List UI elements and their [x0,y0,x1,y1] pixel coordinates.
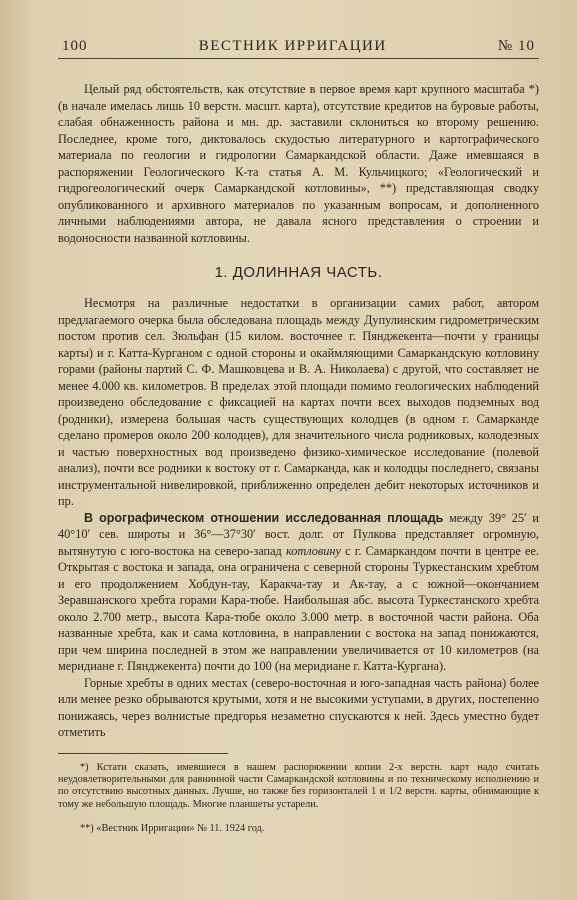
emphasized-word: котловину [285,543,341,558]
intro-paragraph: Целый ряд обстоятельств, как отсутствие в первое время карт крупного масштаба *) (в начале имелась лишь 10 верстн. масшт. карта), отсутствие кредитов на буровые работы, слабая обнаженность района и мн. др. заставили склониться ко второму решению. Последнее, кроме того, диктовалось скудостью литературного и картографического материала по геологии и гидрологии Самаркандской области. Даже имевшаяся в распоряжении Геологического К-та статья А. М. Кульчицкого; «Геологический и гидрогеологический очерк Самаркандской котловины», **) представляющая сводку опубликованного и архивного материалов по указанным вопросам, и дополненного личными наблюдениями автора, не давала ясного представления о строении и водоносности названной котловины. [58,82,539,245]
footnote-divider [58,753,228,754]
paragraph-lead: В орографическом отношении исследованная площадь [84,510,444,525]
section-title: 1. ДОЛИННАЯ ЧАСТЬ. [214,264,383,281]
footnote-2: **) «Вестник Ирригации» № 11. 1924 год. [80,823,265,835]
page-number: 100 [62,38,88,54]
footnote-1: *) Кстати сказать, имевшиеся в нашем распоряжении копии 2-х верстн. карт надо считать неудовлетворительными для равнинной части Самаркандской котловины и по техническому исполнению и по отсутствию высотных данных. Лучше, но также без горизонталей 1 и 1/2 верстн. карты, обнимающие к тому же небольшую площадь. Многие планшеты устарели. [58,761,539,810]
paragraph-survey: Несмотря на различные недостатки в организации самих работ, автором предлагаемого очерка была обследована площадь между Дупулинским гидрометрическим постом против сел. Зюльфан (15 килом. восточнее г. Пянджекента—почти у границы карты) и г. Катта-Курганом с одной стороны и окаймляющими Самаркандскую котловину горами (районы партий С. Ф. Машковцева и В. А. Николаева) с другой, что составляет не менее 4.000 кв. километров. В пределах этой площади помимо геологических наблюдений произведено обследование с фиксацией на картах почти всех выходов подземных вод (родники), измерена большая часть существующих колодцев (в одном г. Самарканде сделано промеров около 200 колодцев), для значительного числа родниковых, колодезных и частью поверхностных вод произведено физико-химическое исследование (полевой анализ), почти все родники к востоку от г. Самарканда, как и колодцы последнего, связаны инструментальной нивелировкой, приближенно определен дебит некоторых источников и пр. [58,296,539,508]
paragraph-mountains: Горные хребты в одних местах (северо-восточная и юго-западная часть района) более или менее резко обрываются крутыми, хотя и не высокими уступами, в других, постепенно понижаясь, через волнистые предгорья незаметно спускаются к ней. Здесь уместно будет отметить [58,675,539,739]
paragraph-text-b: с г. Самаркандом почти в центре ее. Открытая с востока и запада, она ограничена с северной стороны Туркестанским хребтом и его продолжением Хобдун-тау, Каракча-тау и Ак-тау, а с южной—окончанием Зеравшанского хребта горами Кара-тюбе. Наибольшая абс. высота Туркестанского хребта около 2.700 метр., высота Кара-тюбе около 3.000 метр. в восточной части района. Оба названные хребта, как и сама котловина, в направлении с востока на запад понижаются, при чем ширина последней в этом же направлении увеличивается от 10 километров (на меридиане г. Пянджекента) почти до 100 (на меридиане г. Катта-Кургана). [58,543,539,673]
issue-number: № 10 [497,38,535,54]
paragraph-text-a: между 39° 25′ и 40°10′ сев. широты и 36°—37°30′ вост. долг. от Пулкова представляет огромную, вытянутую с юго-востока на северо-запад [58,510,539,558]
journal-title: ВЕСТНИК ИРРИГАЦИИ [198,38,387,54]
paragraph-orography [58,510,539,675]
page-header [58,38,539,59]
